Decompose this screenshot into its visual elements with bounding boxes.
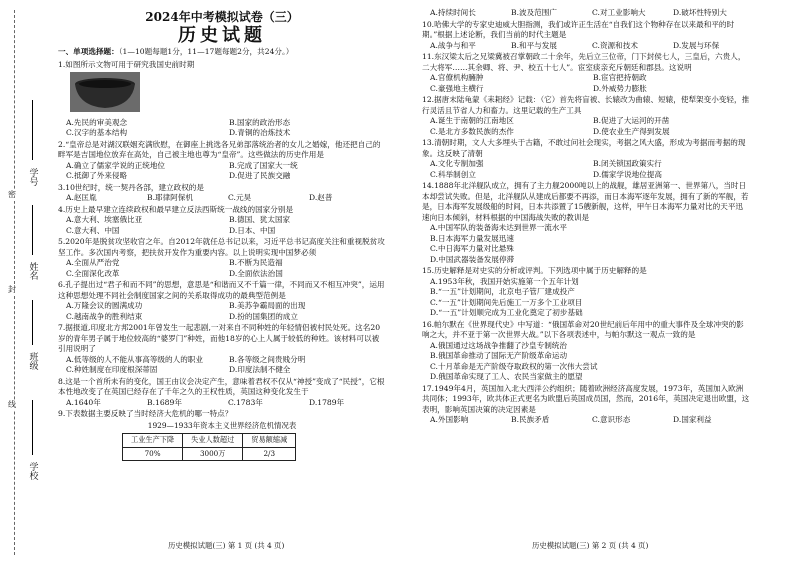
answer-option[interactable]: B.“一五”计划期间，北京电子管厂建成投产 [430,287,575,296]
footer-page-1: 历史模拟试题(三) 第 1 页 (共 4 页) [168,541,285,550]
question [58,140,386,182]
question [422,384,750,426]
cut-mark-1: 密 [8,190,16,199]
option-group [422,341,750,383]
option-group [422,116,750,137]
school-line[interactable] [32,400,33,455]
option-group [422,415,750,426]
question-list-right [422,8,750,426]
cut-mark-3: 线 [8,400,16,409]
question [58,280,386,322]
section-note: （1—10题每题1分，11—17题每题2分，共24分。） [118,47,294,56]
cut-mark-2: 封 [8,285,16,294]
answer-option[interactable]: B.1689年 [147,397,182,407]
answer-option[interactable]: A.俄国通过这场战争推翻了沙皇专制统治 [430,340,567,350]
answer-option[interactable]: B.德国、犹太国家 [229,215,291,224]
table-cell: 70% [123,447,183,461]
name-line[interactable] [32,205,33,255]
question [58,377,386,409]
question-stem: 1.如图所示文物可用于研究我国史前时期 [58,59,195,69]
option-group [422,41,750,52]
answer-option[interactable]: C.豪强地主横行 [430,83,484,93]
answer-option[interactable]: D.全面依法治国 [229,268,283,278]
answer-option[interactable]: D.“一五”计划顺完成为工业化奠定了初步基础 [430,308,583,317]
answer-option[interactable]: B.日本海军力量发展迅速 [430,233,514,243]
crisis-table [122,433,296,461]
question-stem: 12.据唐末陆龟蒙《耒耜经》记载：（它）首先将盲被、长辕改为曲辕、短辕，使犁架变小变轻，推行灵活且节省人力和畜力。这里记载的生产工具 [422,95,750,115]
answer-option[interactable]: B.民族矛盾 [511,415,550,424]
answer-option[interactable]: C.科举制创立 [430,169,476,179]
section-title: 一、单项选择题： [58,47,119,56]
question [422,52,750,94]
answer-option[interactable]: A.确立了儒家学说的正统地位 [66,160,166,170]
class-line[interactable] [32,300,33,345]
answer-option[interactable]: B.完成了国家大一统 [229,160,298,170]
table-header: 贸易额缩减 [243,434,296,448]
answer-option[interactable]: D.扮的国集团的成立 [229,311,298,321]
subject-title: 历史试题 [178,24,266,46]
answer-option[interactable]: D.中国武器装备发展停滞 [430,254,515,264]
question [58,237,386,279]
answer-option[interactable]: A.赵匡胤 [66,193,97,202]
question-stem: 8.这是一个首所未有的变化，国王由议会决定产生，意味着君权不仅从“神授”变成了“民授”，它根本性地改变了在英国已经存在了千年之久的王权性质，英国这种变化发生于 [58,376,385,396]
option-group [58,398,386,409]
name-label: 姓名 [27,262,38,280]
question-stem: 15.历史解释是对史实的分析或评判。下列选项中属于历史解释的是 [422,266,647,275]
question [422,138,750,180]
answer-option[interactable]: A.全面从严治党 [66,258,120,267]
option-group [58,301,386,322]
answer-option[interactable]: B.和平与发展 [511,40,557,50]
answer-option[interactable]: B.闭关锁国政策实行 [593,159,662,168]
artifact-bowl-image [70,72,140,112]
answer-option[interactable]: C.1783年 [228,397,263,407]
answer-option[interactable]: B.耶律阿保机 [147,193,193,202]
question-stem: 14.1888年北洋舰队成立，拥有了主力舰2000吨以上的战舰，雄居亚洲第一、世界第八，当时日本却尝试失败。但是，北洋舰队从建成后都要不再添，而日本海军逐年发展，拥有了新的军舰，若是，日本海军发展级船的时间，日本共添置了15艘新舰，这样，甲午日本海军力量对比的天平迅速向日本倾斜，材料根据的中国海战失败的教训是 [422,181,749,222]
question-stem: 7.据报道,印度北方邦2001年曾发生一起悲剧,一对来自不同种姓的年轻情侣被村民处死。这名20岁的青年男子属于地位较高的“婆罗门”种姓，而他18岁的心上人属于较低的种姓。该材料可以被引用说明了 [58,323,381,353]
page-2-column [422,8,750,427]
question [58,60,386,139]
answer-option[interactable]: D.破坏性特别大 [673,8,727,17]
answer-option[interactable]: D.儒家学说地位提高 [593,169,662,179]
table-header: 失业人数超过 [183,434,243,448]
answer-option[interactable]: A.中国军队的装备海未达到世界一流水平 [430,223,567,232]
answer-option[interactable]: A.文化专制加强 [430,159,484,168]
answer-option[interactable]: A.外国影响 [430,415,469,424]
question [422,20,750,52]
option-group [422,223,750,265]
table-cell: 2/3 [243,447,296,461]
answer-option[interactable]: B.美苏争霸局面的出现 [229,301,306,310]
option-group [58,355,386,376]
answer-option[interactable]: D.发展与环保 [673,40,720,50]
option-group [422,159,750,180]
answer-option[interactable]: D.印度法制不健全 [229,365,291,374]
footer-page-2: 历史模拟试题(三) 第 2 页 (共 4 页) [532,541,649,550]
option-group [58,161,386,182]
answer-option[interactable]: D.日本、中国 [229,225,276,235]
option-group [58,193,386,204]
answer-option[interactable]: B.各等级之间贵贱分明 [229,354,306,364]
answer-option[interactable]: D.外威势力膨胀 [593,83,647,93]
question-stem: 13.清朝时期，文人大多埋头于古籍，不敢过问社会现实，考据之风大盛，形成为考据而考据的现象。这反映了清朝 [422,138,746,158]
option-group [422,73,750,94]
answer-option[interactable]: A.低等级的人不能从事高等级的人的职业 [66,354,203,364]
answer-option[interactable]: D.青铜的冶炼技术 [229,128,291,137]
question-stem: 9.下表数据主要反映了当时经济大危机的哪一特点？ [58,409,233,418]
answer-option[interactable]: B.不断为民造福 [229,258,283,267]
question [422,320,750,383]
question-stem: 3.10世纪时，统一契丹各部，建立政权的是 [58,182,204,192]
answer-option[interactable]: A.万隆会议的圆满成功 [66,301,143,310]
question-stem: 2.“皇帝总是对湖汉联姻充满欣慰，在御座上挑选各兄弟部落统治者的女儿之婚嫁，他还把自己的畔军是吉国地位放弃在高处，自己被主地也尊为“皇帝”。这些做法的历史作用是 [58,139,381,159]
answer-option[interactable]: C.汉字的基本结构 [66,128,128,137]
answer-option[interactable]: C.抵御了外来侵略 [66,171,128,180]
question-stem: 10.哈佛大学的专家史迪威大胆指测，我们或许正生活在“自我们这个物种存在以来最和平的时期。”根据上述论断，我们当前的时代主题是 [422,19,735,39]
binding-margin [0,0,40,567]
class-label: 班级 [27,352,38,370]
student-id-line[interactable] [32,100,33,160]
answer-option[interactable]: B.俄国革命推动了国际无产阶级革命运动 [430,351,568,360]
table-cell: 3000万 [183,447,243,461]
answer-option[interactable]: D.促进了民族交融 [229,171,291,180]
answer-option[interactable]: A.1953年秋，我国开始实施第一个五年计划 [430,276,579,286]
question [58,205,386,237]
answer-option[interactable]: C.资源和技术 [592,40,638,50]
option-group [58,215,386,236]
question-stem: 11.东汉梁太后之兄梁冀被召掌朝政二十余年，先后立三位帝，门下封侯七人，三皇后，六贵人，二大将军……其余卿、将、尹、校五十七人”。宦室痰亲充斥朝廷和郡县。这说明 [422,52,746,72]
answer-option[interactable]: D.使农业生产得到发展 [593,126,670,136]
answer-option[interactable]: C.对工业影响大 [592,8,646,17]
table-caption: 1929—1933年资本主义世界经济危机情况表 [147,420,297,430]
answer-option[interactable]: B.促进了大运河的开凿 [593,116,670,125]
question [422,95,750,137]
section-heading [58,47,386,58]
question [422,8,750,19]
answer-option[interactable]: C.意识形态 [592,415,631,424]
question [58,323,386,376]
answer-option[interactable]: C.意大利、中国 [66,225,120,235]
answer-option[interactable]: C.中日海军力量对比悬殊 [430,244,514,253]
answer-option[interactable]: A.意大利、埃塞俄比亚 [66,215,143,224]
question-stem: 6.孔子提出过“君子和而不同”的思想，意思是“和谐而又不千篇一律，不同而又不相互冲突”，运用这种思想处理不同社会制度国家之间的关系取得成功的最典型范例是 [58,280,385,300]
option-group [422,277,750,319]
answer-option[interactable]: A.官僚机构臃肿 [430,73,484,82]
table-row [123,447,296,461]
answer-option[interactable]: D.国家利益 [673,415,712,424]
exam-title: 2024年中考模拟试卷（三） [145,10,299,24]
question [58,183,386,204]
answer-option[interactable]: C.是北方多数民族的杰作 [430,126,514,136]
option-group [58,118,386,139]
question [422,266,750,319]
answer-option[interactable]: D.赵普 [309,193,333,202]
question [422,181,750,265]
answer-option[interactable]: A.诞生于南朝的江南地区 [430,116,514,125]
answer-option[interactable]: B.国家的政治形态 [229,117,291,127]
school-label: 学校 [27,462,38,480]
answer-option[interactable]: B.宦官把持朝政 [593,73,647,82]
option-group [422,8,750,19]
answer-option[interactable]: B.波及范围广 [511,8,557,17]
question [58,409,386,420]
answer-option[interactable]: C.全面深化改革 [66,268,120,278]
answer-option[interactable]: A.战争与和平 [430,40,476,50]
question-stem: 17.1949年4月，英国加入北大西洋公约组织；随着欧洲经济高度发展，1973年，英国加入欧洲共同体；1993年，欧共体正式更名为欧盟后英国成员国，然而，2016年，英国决定退出欧盟，这表明，影响英国决策的决定因素是 [422,383,750,414]
student-id-label: 学号 [27,168,38,186]
answer-option[interactable]: A.先民的审美观念 [66,117,128,127]
answer-option[interactable]: D.俄国革命实现了工人、农民当家做主的愿望 [430,372,583,381]
question-stem: 5.2020年是脱贫攻坚收官之年。自2012年就任总书记以来，习近平总书记高度关注和重视脱贫攻坚工作。多次国内考察，把扶贫开发作为重要内容。以上说明实现中国梦必须 [58,237,385,257]
answer-option[interactable]: C.十月革命是无产阶级夺取政权的第一次伟大尝试 [430,361,598,371]
answer-option[interactable]: A.持续时间长 [430,8,476,17]
answer-option[interactable]: C.“一五”计划期间先后施工一万多个工业项目 [430,297,583,307]
table-header: 工业生产下降 [123,434,183,448]
answer-option[interactable]: D.1789年 [309,397,345,407]
page-1-column [58,8,386,463]
question-stem: 16.帕尔默在《世界现代史》中写道：“俄国革命对20世纪前后年用中的重大事件及全球冲突的影响之大，并不亚于第一次世界大战。”以下各项表述中，与帕尔默这一观点一致的是 [422,319,744,339]
answer-option[interactable]: C.元昊 [228,193,252,202]
seal-dashed-line [14,10,15,555]
question-list-left [58,60,386,420]
option-group [58,258,386,279]
question-stem: 4.历史上最早建立连续政权和最早建立反法西斯统一战线的国家分别是 [58,204,294,214]
answer-option[interactable]: C.种姓制度在印度根深蒂固 [66,365,158,374]
answer-option[interactable]: A.1640年 [66,397,101,407]
answer-option[interactable]: C.越南战争的胜利结束 [66,311,143,321]
